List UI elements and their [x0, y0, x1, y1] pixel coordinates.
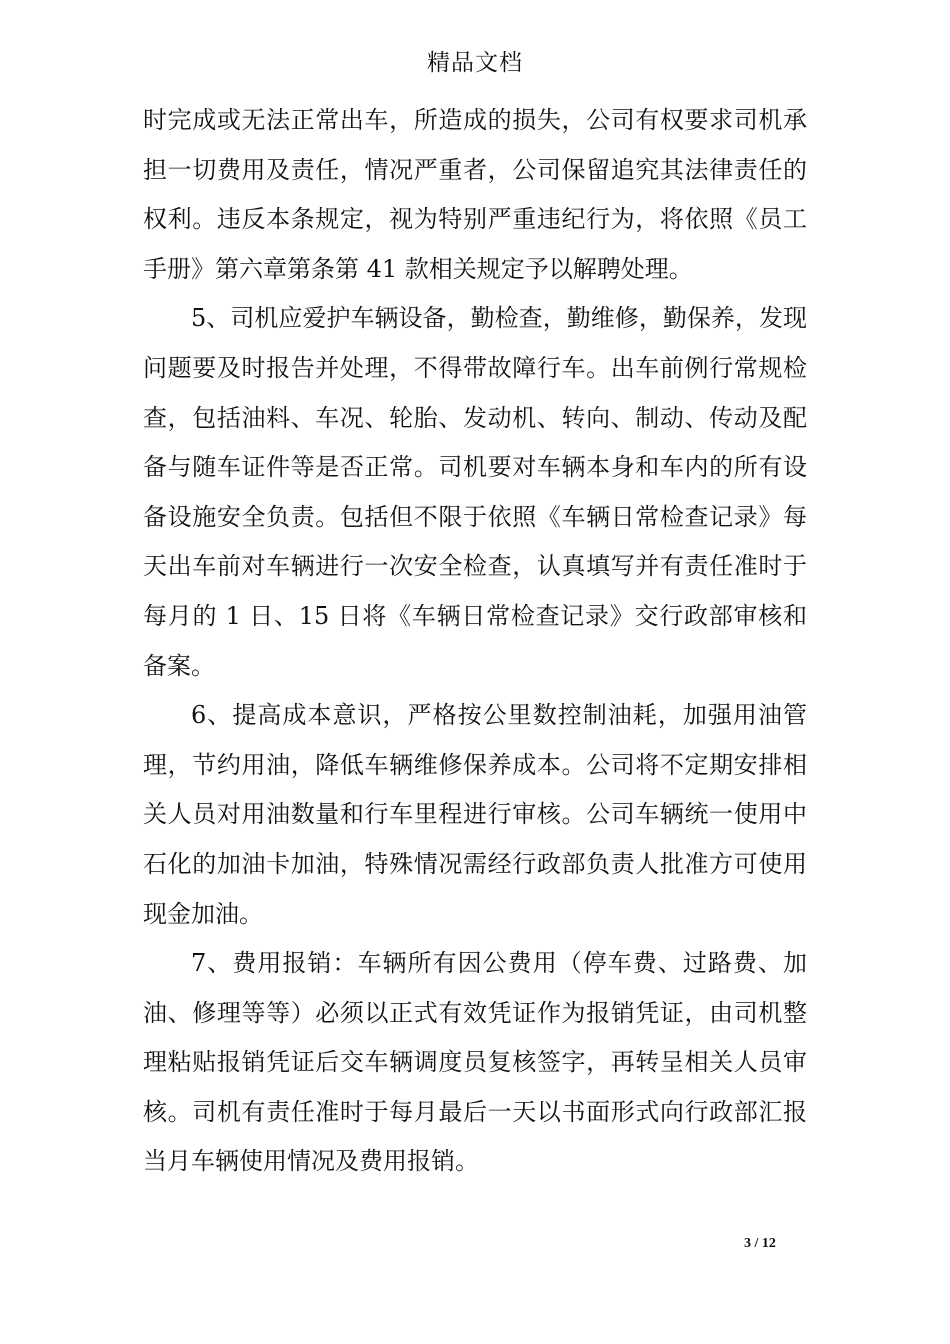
document-body: [143, 96, 807, 1187]
paragraph-item-6: 6、提高成本意识，严格按公里数控制油耗，加强用油管理，节约用油，降低车辆维修保养成本。公司将不定期安排相关人员对用油数量和行车里程进行审核。公司车辆统一使用中石化的加油卡加油，特殊情况需经行政部负责人批准方可使用现金加油。: [143, 701, 807, 928]
paragraph-item-5: 5、司机应爱护车辆设备，勤检查，勤维修，勤保养，发现问题要及时报告并处理，不得带故障行车。出车前例行常规检查，包括油料、车况、轮胎、发动机、转向、制动、传动及配备与随车证件等是否正常。司机要对车辆本身和车内的所有设备设施安全负责。包括但不限于依照《车辆日常检查记录》每天出车前对车辆进行一次安全检查，认真填写并有责任准时于每月的 1 日、15 日将《车辆日常检查记录》交行政部审核和备案。: [143, 304, 807, 680]
paragraph-continued: 时完成或无法正常出车，所造成的损失，公司有权要求司机承担一切费用及责任，情况严重者，公司保留追究其法律责任的权利。违反本条规定，视为特别严重违纪行为，将依照《员工手册》第六章第条第 41 款相关规定予以解聘处理。: [143, 106, 807, 283]
page-number: 3 / 12: [744, 1236, 776, 1251]
paragraph-item-7: 7、费用报销：车辆所有因公费用（停车费、过路费、加油、修理等等）必须以正式有效凭证作为报销凭证，由司机整理粘贴报销凭证后交车辆调度员复核签字，再转呈相关人员审核。司机有责任准时于每月最后一天以书面形式向行政部汇报当月车辆使用情况及费用报销。: [143, 949, 807, 1176]
page-header: 精品文档: [427, 50, 523, 76]
